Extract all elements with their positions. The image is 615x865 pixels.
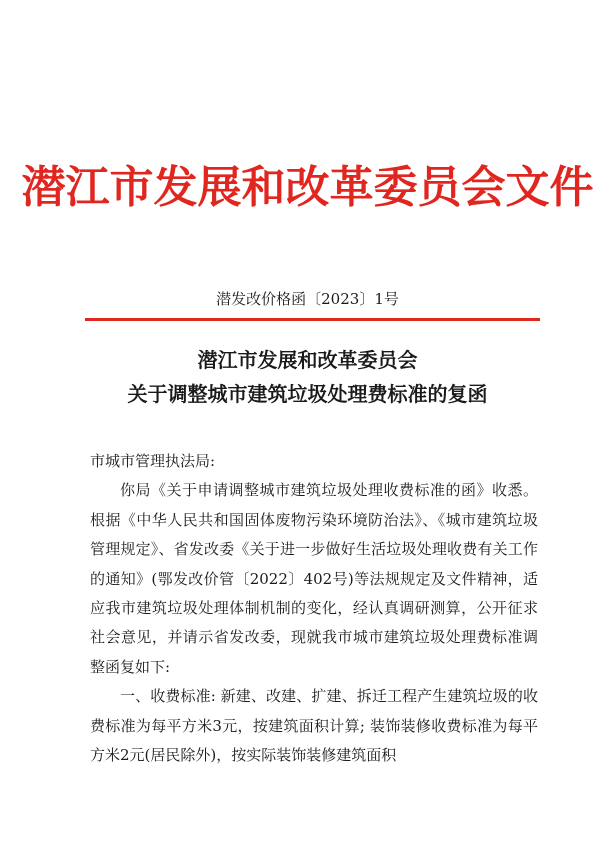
body-paragraph-2: 一、收费标准: 新建、改建、扩建、拆迁工程产生建筑垃圾的收费标准为每平方米3元，按建筑面积计算; 装饰装修收费标准为每平方米2元(居民除外)，按实际装饰装修建筑面积 [90,687,538,765]
body-paragraph-1: 你局《关于申请调整城市建筑垃圾处理收费标准的函》收悉。根据《中华人民共和国固体废物污染环境防治法》、《城市建筑垃圾管理规定》、省发改委《关于进一步做好生活垃圾处理收费有关工作的通知》(鄂发改价管〔2022〕402号)等法规规定及文件精神，适应我市建筑垃圾处理体制机制的变化，经认真调研测算，公开征求社会意见，并请示省发改委，现就我市城市建筑垃圾处理费标准调整函复如下: [90,481,538,676]
red-divider-line [85,318,540,321]
document-header-title: 潜江市发展和改革委员会文件 [21,162,594,213]
document-subject [0,343,615,411]
subject-line-1: 潜江市发展和改革委员会 [197,348,418,372]
document-number: 潜发改价格函〔2023〕1号 [216,290,399,308]
salutation: 市城市管理执法局: [90,452,216,470]
document-body [90,447,538,770]
subject-line-2: 关于调整城市建筑垃圾处理费标准的复函 [127,382,488,406]
